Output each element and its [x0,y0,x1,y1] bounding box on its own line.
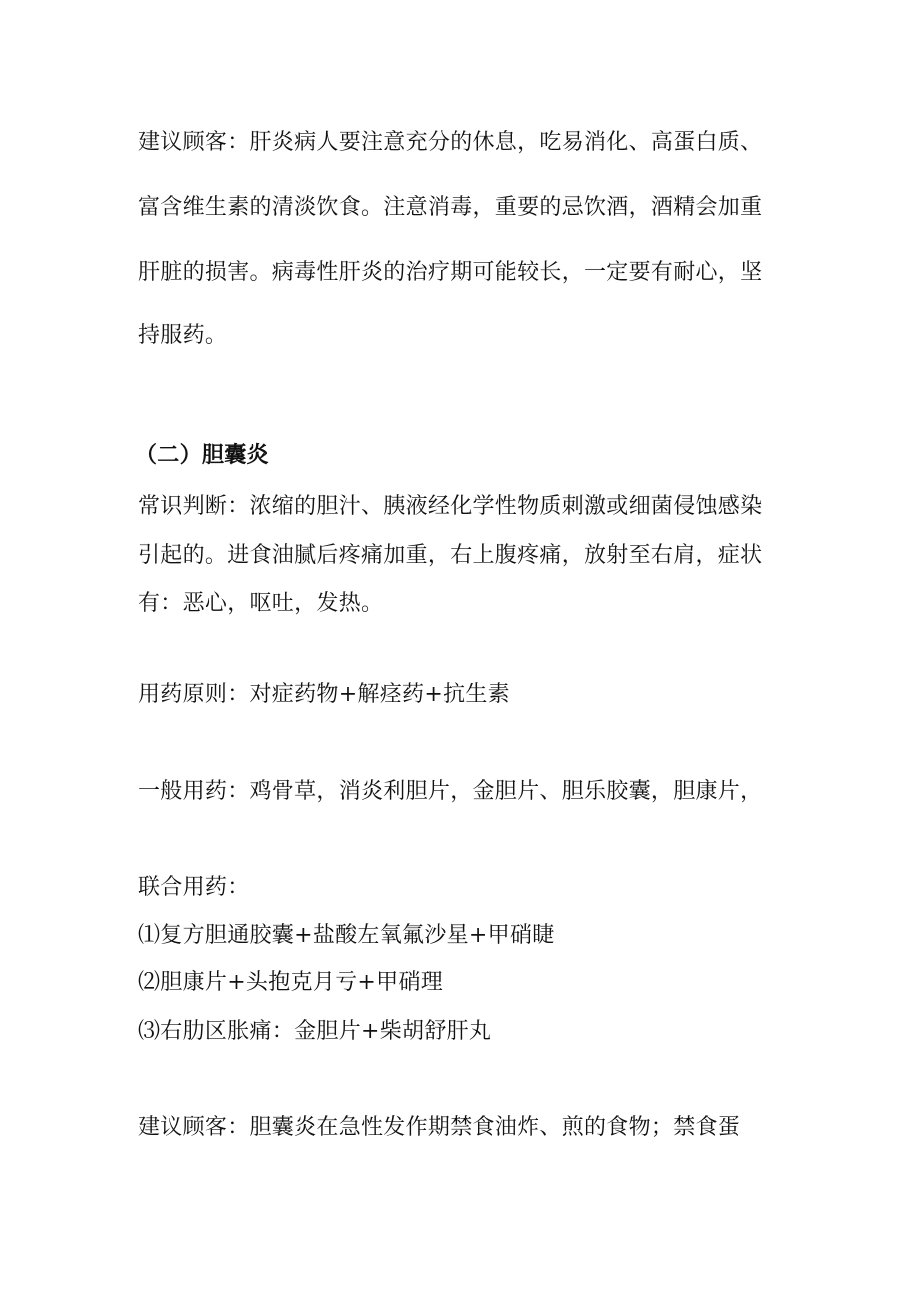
hepatitis-advice-line-1: 建议顾客：肝炎病人要注意充分的休息，吃易消化、高蛋白质、 [138,130,763,155]
diagnosis-line-3: 有：恶心，呕吐，发热。 [138,591,384,616]
diagnosis-line-2: 引起的。进食油腻后疼痛加重，右上腹疼痛，放射至右肩，症状 [138,543,763,568]
hepatitis-advice-line-4: 持服药。 [138,323,228,348]
combination-item-1: ⑴复方胆通胶囊+盐酸左氧氟沙星+甲硝睫 [138,923,555,948]
diagnosis-line-1: 常识判断：浓缩的胆汁、胰液经化学性物质刺激或细菌侵蚀感染 [138,494,763,519]
medication-principle: 用药原则：对症药物+解痉药+抗生素 [138,682,510,707]
cholecystitis-advice: 建议顾客：胆囊炎在急性发作期禁食油炸、煎的食物；禁食蛋 [138,1115,741,1140]
combination-title: 联合用药： [138,875,250,900]
combination-item-2: ⑵胆康片+头抱克月亏+甲硝理 [138,970,444,995]
general-medication: 一般用药：鸡骨草，消炎利胆片，金胆片、胆乐胶囊，胆康片， [138,779,763,804]
section-heading: （二）胆囊炎 [135,442,269,468]
hepatitis-advice-line-2: 富含维生素的清淡饮食。注意消毒，重要的忌饮酒，酒精会加重 [138,195,763,220]
hepatitis-advice-line-3: 肝脏的损害。病毒性肝炎的治疗期可能较长，一定要有耐心，坚 [138,260,763,285]
combination-item-3: ⑶右肋区胀痛：金胆片+柴胡舒肝丸 [138,1019,492,1044]
